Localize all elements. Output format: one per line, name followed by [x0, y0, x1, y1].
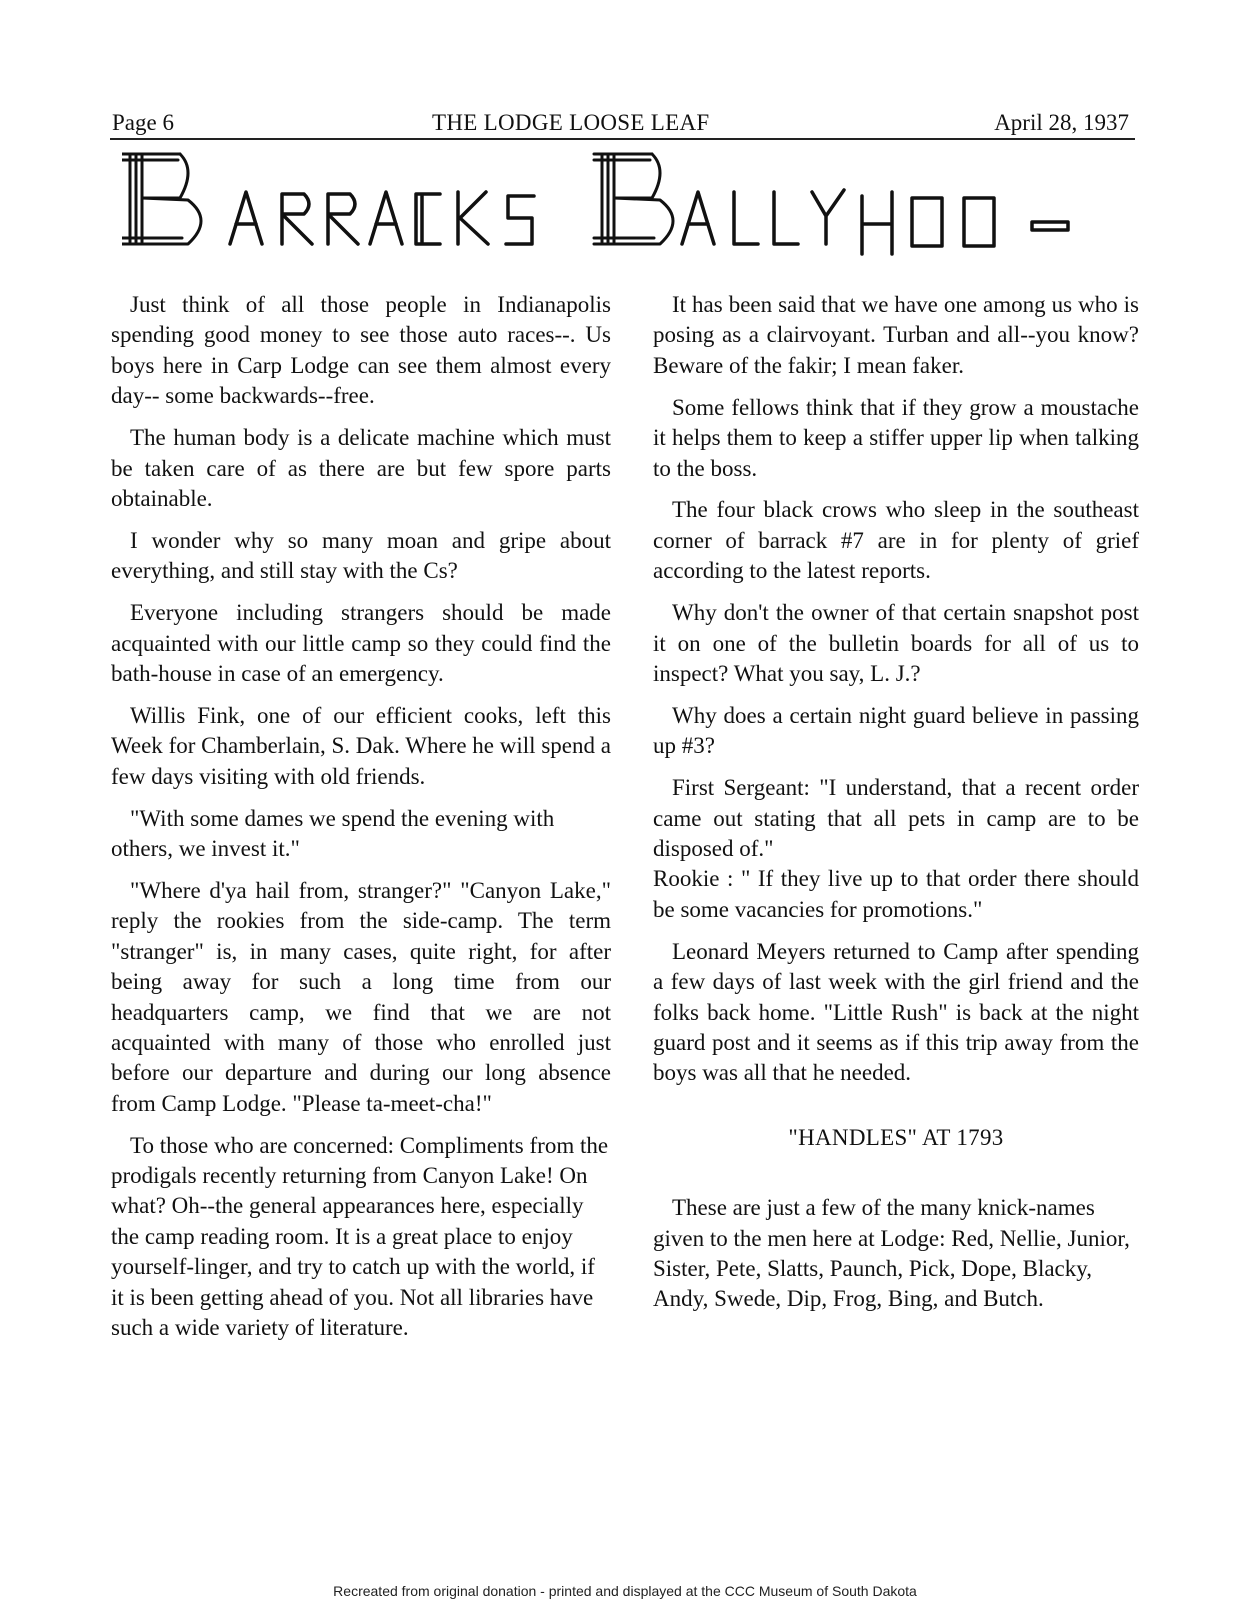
item-moustache: Some fellows think that if they grow a moustache it helps them to keep a stiffer upper lip when talking to the boss. — [653, 394, 1139, 481]
item-nicknames: These are just a few of the many knick-names given to the men here at Lodge: Red, Nellie, Junior, Sister, Pete, Slatts, Paunch, Pick, Dope, Blacky, Andy, Swede, Dip, Frog, Bing, and Butch. — [653, 1195, 1130, 1312]
item-canyon-lake-strangers: "Where d'ya hail from, stranger?" "Canyon Lake," reply the rookies from the side-camp. The term "stranger" is, in many cases, quite right, for after being away for such a long time from our headquarters camp, we find that we are not acquainted with many of those who enrolled just before our departure and during our long absence from Camp Lodge. "Please ta-meet-cha!" — [111, 877, 611, 1116]
item-first-sergeant: First Sergeant: "I understand, that a recent order came out stating that all pets in camp are to be disposed of." — [653, 775, 1139, 861]
item-willis-fink: Willis Fink, one of our efficient cooks, left this Week for Chamberlain, S. Dak. Where he will spend a few days visiting with old friends. — [111, 702, 611, 789]
item-leonard-meyers: Leonard Meyers returned to Camp after spending a few days of last week with the girl friend and the folks back home. "Little Rush" is back at the night guard post and it seems as if this trip away from the boys was all that he needed. — [653, 938, 1139, 1086]
item-clairvoyant: It has been said that we have one among us who is posing as a clairvoyant. Turban and all--you know? Beware of the fakir; I mean faker. — [653, 292, 1139, 378]
left-column — [111, 290, 611, 1355]
item-black-crows: The four black crows who sleep in the southeast corner of barrack #7 are in for plenty of grief according to the latest reports. — [653, 497, 1139, 584]
page-number: Page 6 — [112, 110, 174, 135]
item-night-guard: Why does a certain night guard believe in passing up #3? — [653, 702, 1139, 759]
item-snapshot: Why don't the owner of that certain snapshot post it on one of the bulletin boards for all of us to inspect? What you say, L. J.? — [653, 600, 1139, 686]
right-column — [653, 290, 1139, 1326]
handles-subheading: "HANDLES" AT 1793 — [788, 1124, 1004, 1150]
page-footer: Recreated from original donation - printed and displayed at the CCC Museum of South Dakota — [333, 1583, 917, 1599]
publication-title: THE LODGE LOOSE LEAF — [432, 110, 710, 135]
item-moan-and-gripe: I wonder why so many moan and gripe about everything, and still stay with the Cs? — [111, 527, 611, 584]
item-bath-house: Everyone including strangers should be made acquainted with our little camp so they could find the bath-house in case of an emergency. — [111, 600, 611, 686]
item-rookie-reply: Rookie : " If they live up to that order there should be some vacancies for promotions." — [653, 866, 1139, 922]
item-auto-races: Just think of all those people in Indianapolis spending good money to see those auto races--. Us boys here in Carp Lodge can see them almost every day-- some backwards--free. — [111, 292, 611, 409]
item-dames-quote: "With some dames we spend the evening with others, we invest it." — [111, 805, 555, 861]
page-header — [110, 108, 1135, 140]
item-human-body: The human body is a delicate machine which must be taken care of as there are but few spore parts obtainable. — [111, 425, 611, 511]
item-reading-room: To those who are concerned: Compliments from the prodigals recently returning from Canyon Lake! On what? Oh--the general appearances here, especially the camp reading room. It is a great place to enjoy yourself-linger, and try to catch up with the world, if it is been getting ahead of you. Not all libraries have such a wide variety of literature. — [111, 1132, 609, 1341]
barracks-ballyhoo-lettering — [122, 152, 1142, 262]
issue-date: April 28, 1937 — [994, 110, 1129, 135]
column-banner — [122, 152, 1142, 262]
